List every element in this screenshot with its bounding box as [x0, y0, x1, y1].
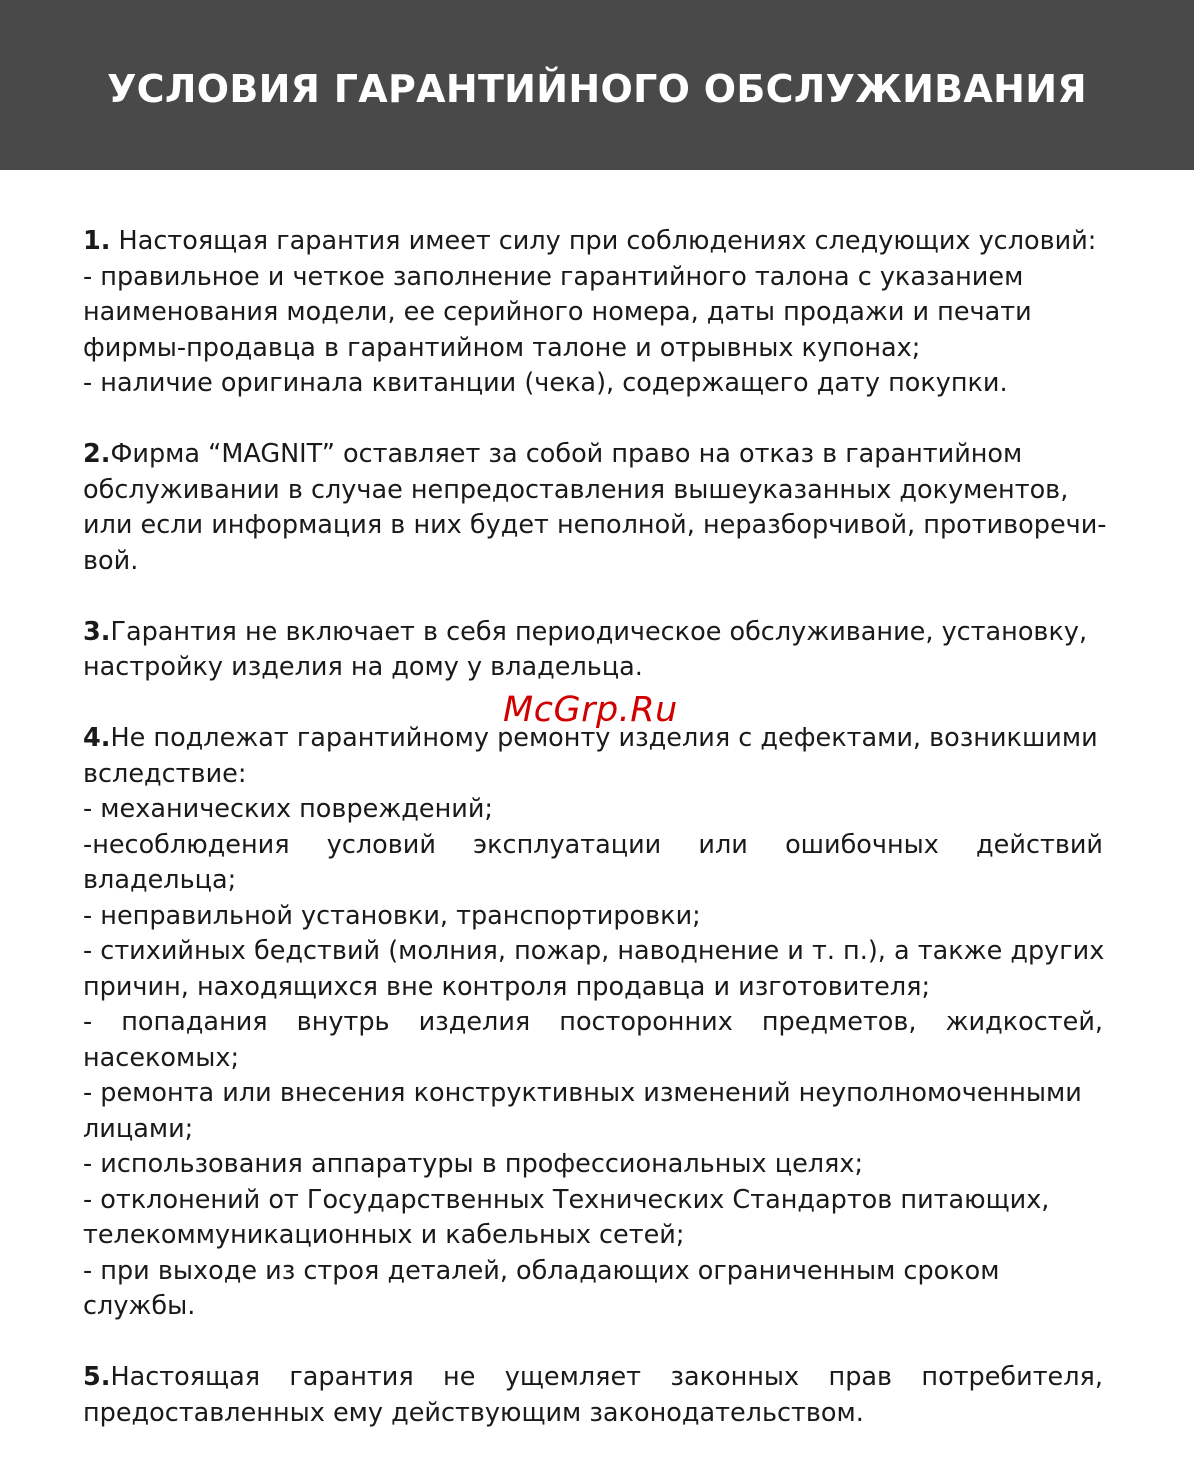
section-line: или если информация в них будет неполной, неразборчивой, противоречи-	[83, 510, 1107, 540]
section-number: 1.	[83, 226, 111, 256]
section-line: 2.Фирма “MAGNIT” оставляет за собой право на отказ в гарантийном	[83, 439, 1023, 469]
section-line: лицами;	[83, 1113, 194, 1144]
section-line: - отклонений от Государственных Технических Стандартов питающих,	[83, 1184, 1050, 1215]
page-title: УСЛОВИЯ ГАРАНТИЙНОГО ОБСЛУЖИВАНИЯ	[107, 67, 1087, 111]
watermark-text: McGrp.Ru	[503, 690, 678, 730]
section-line: -несоблюдения условий эксплуатации или ошибочных действий	[83, 829, 1103, 860]
section-line: - стихийных бедствий (молния, пожар, наводнение и т. п.), а также других	[83, 936, 1105, 966]
warranty-text	[83, 224, 1107, 1467]
section-line: вследствие:	[83, 758, 247, 789]
section-5	[83, 1360, 1103, 1431]
section-3	[83, 615, 1103, 686]
header-banner	[0, 0, 1194, 170]
section-number: 5.	[83, 1362, 111, 1392]
section-line: 4.Не подлежат гарантийному ремонту изделия с дефектами, возникшими	[83, 723, 1098, 753]
section-line: - неправильной установки, транспортировки;	[83, 900, 701, 931]
section-line: - наличие оригинала квитанции (чека), содержащего дату покупки.	[83, 368, 1008, 398]
section-line: - использования аппаратуры в профессиональных целях;	[83, 1149, 864, 1179]
section-line: - при выходе из строя деталей, обладающих ограниченным сроком	[83, 1255, 1000, 1286]
section-line: - ремонта или внесения конструктивных изменений неуполномоченными	[83, 1078, 1082, 1108]
section-2	[83, 437, 1107, 579]
section-1	[83, 224, 1103, 402]
section-number: 3.	[83, 616, 111, 647]
section-line: предоставленных ему действующим законодательством.	[83, 1397, 864, 1428]
section-line: - механических повреждений;	[83, 794, 494, 824]
section-line: - попадания внутрь изделия посторонних предметов, жидкостей,	[83, 1007, 1103, 1037]
section-line: службы.	[83, 1291, 196, 1321]
section-line: насекомых;	[83, 1042, 240, 1073]
section-number: 2.	[83, 439, 111, 469]
section-line: причин, находящихся вне контроля продавца и изготовителя;	[83, 971, 931, 1002]
section-line: обслуживании в случае непредоставления вышеуказанных документов,	[83, 474, 1069, 505]
section-line: 3.Гарантия не включает в себя периодическое обслуживание, установку,	[83, 616, 1088, 647]
section-line: телекоммуникационных и кабельных сетей;	[83, 1220, 685, 1250]
section-4	[83, 721, 1103, 1325]
section-line: 5.Настоящая гарантия не ущемляет законных прав потребителя,	[83, 1362, 1103, 1392]
section-line: настройку изделия на дому у владельца.	[83, 652, 643, 682]
section-line: 1. Настоящая гарантия имеет силу при соблюдениях следующих условий:	[83, 226, 1097, 256]
section-line: фирмы-продавца в гарантийном талоне и отрывных купонах;	[83, 332, 921, 363]
section-line: наименования модели, ее серийного номера, даты продажи и печати	[83, 297, 1032, 327]
section-line: - правильное и четкое заполнение гарантийного талона с указанием	[83, 261, 1024, 292]
section-line: владельца;	[83, 865, 237, 895]
section-number: 4.	[83, 723, 111, 753]
section-line: вой.	[83, 545, 139, 576]
